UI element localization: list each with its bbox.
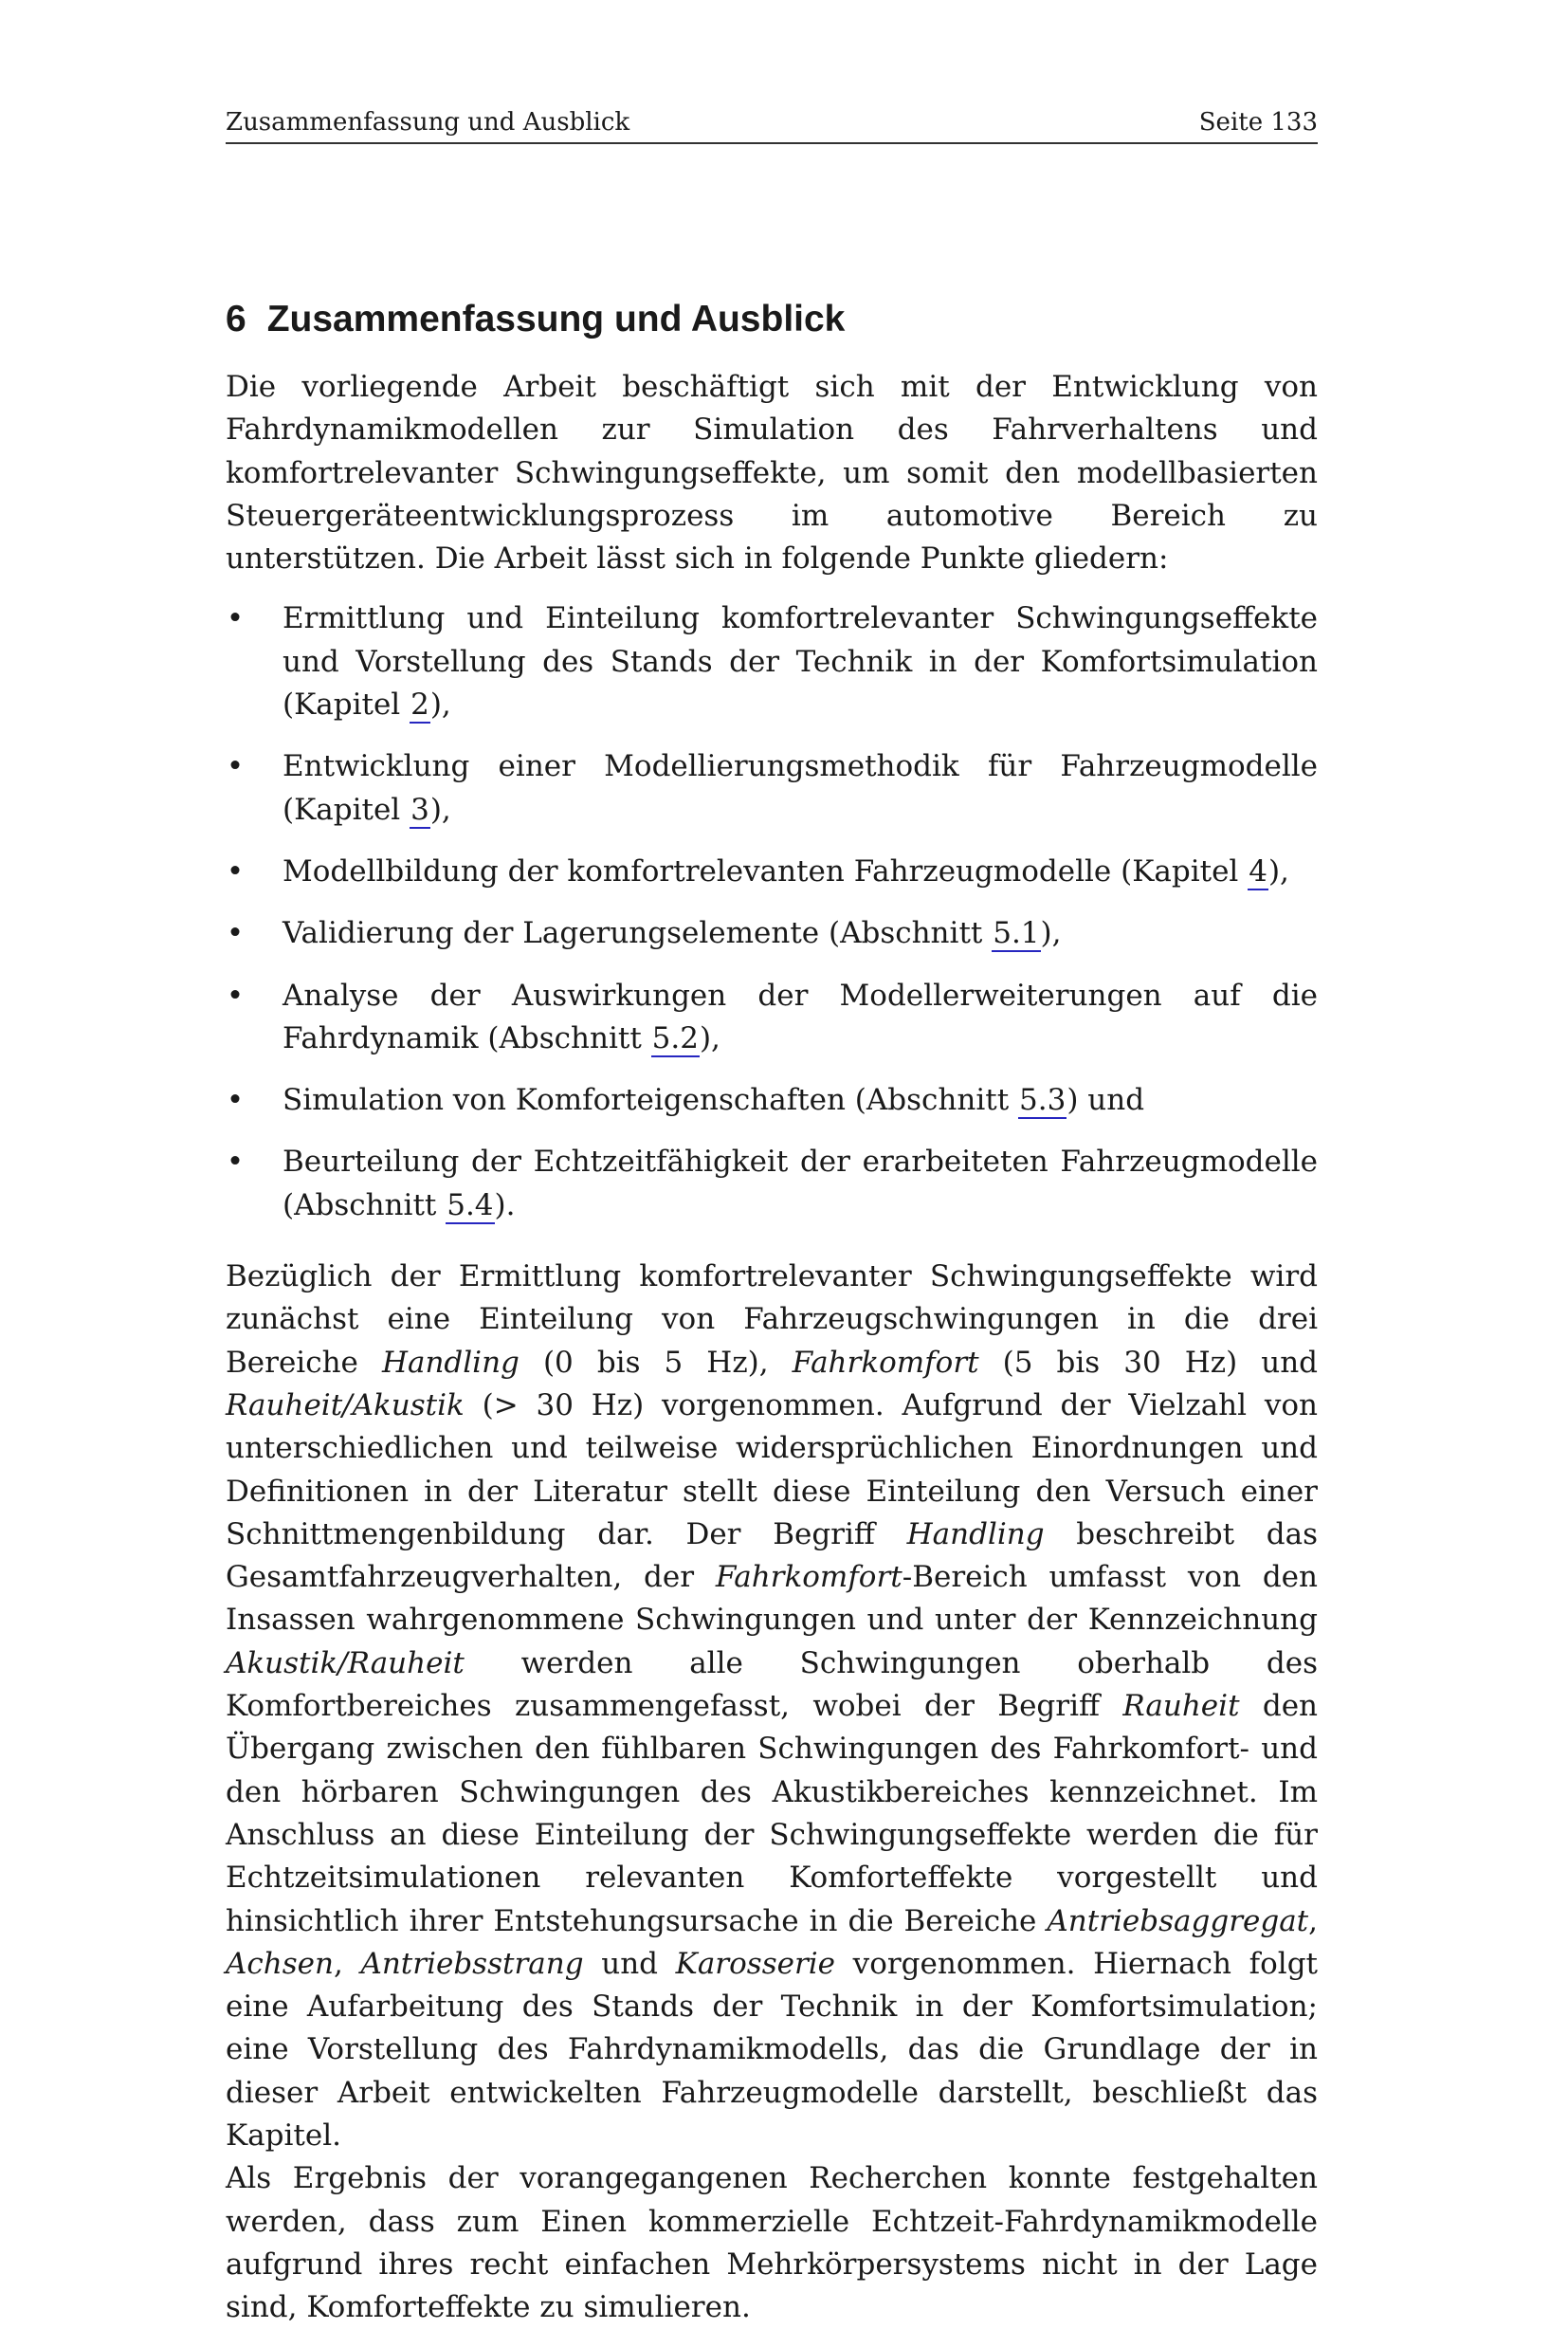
chapter-overview-list bbox=[226, 597, 1318, 1227]
emphasis-term: Rauheit/Akustik bbox=[226, 1387, 465, 1422]
list-item-suffix: ), bbox=[699, 1020, 720, 1055]
bullet-icon: • bbox=[226, 749, 245, 784]
list-item bbox=[226, 597, 1318, 726]
section-ref-link[interactable]: 5.3 bbox=[1019, 1083, 1067, 1118]
chapter-ref-link[interactable]: 2 bbox=[410, 688, 429, 723]
list-item-suffix: ), bbox=[429, 792, 451, 827]
intro-paragraph bbox=[226, 366, 1318, 580]
bullet-icon: • bbox=[226, 1145, 245, 1180]
paragraph-text: , bbox=[1308, 1903, 1318, 1938]
list-item bbox=[226, 851, 1318, 893]
list-item bbox=[226, 912, 1318, 955]
paragraph-text: Bezüglich der Ermittlung komfortrelevanter Schwingungseffekte wird zunächst eine Einteilung von Fahrzeugschwingungen in die drei Bereiche bbox=[226, 1259, 1318, 1380]
list-item-text: Modellbildung der komfortrelevanten Fahrzeugmodelle (Kapitel bbox=[283, 853, 1249, 889]
intro-text: Die vorliegende Arbeit beschäftigt sich mit der Entwicklung von Fahrdynamikmodellen zur Simulation des Fahrverhaltens und komfortrelevanter Schwingungseffekte, um somit den modellbasierten Steuergeräteentwicklungsprozess im automotive Bereich zu unterstützen. Die Arbeit lässt sich in folgende Punkte gliedern: bbox=[226, 370, 1318, 577]
emphasis-term: Achsen bbox=[226, 1946, 334, 1981]
emphasis-term: Handling bbox=[381, 1345, 520, 1380]
bullet-icon: • bbox=[226, 853, 245, 889]
list-item-text: Ermittlung und Einteilung komfortrelevanter Schwingungseffekte und Vorstellung des Stands der Technik in der Komfortsimulation (Kapitel bbox=[283, 601, 1318, 723]
list-item-suffix: ), bbox=[1267, 853, 1289, 889]
body-paragraph-1 bbox=[226, 1256, 1318, 2157]
emphasis-term: Antriebsstrang bbox=[360, 1946, 584, 1981]
section-ref-link[interactable]: 5.4 bbox=[447, 1187, 494, 1222]
running-header bbox=[226, 106, 1318, 144]
list-item-text: Analyse der Auswirkungen der Modellerweiterungen auf die Fahrdynamik (Abschnitt bbox=[283, 978, 1318, 1055]
paragraph-text: (> 30 Hz) vorgenommen. Aufgrund der Vielzahl von unterschiedlichen und teilweise widersprüchlichen Einordnungen und Definitionen in der Literatur stellt diese Einteilung den Versuch einer Schnittmengenbildung dar. Der Begriff bbox=[226, 1387, 1318, 1551]
emphasis-term: Handling bbox=[906, 1516, 1045, 1551]
paragraph-text: und bbox=[583, 1946, 676, 1981]
list-item-text: Simulation von Komforteigenschaften (Abschnitt bbox=[283, 1083, 1018, 1118]
list-item-suffix: ). bbox=[494, 1187, 516, 1222]
list-item bbox=[226, 1141, 1318, 1227]
list-item bbox=[226, 745, 1318, 832]
chapter-ref-link[interactable]: 4 bbox=[1249, 853, 1267, 889]
emphasis-term: Karosserie bbox=[675, 1946, 836, 1981]
paragraph-text: Als Ergebnis der vorangegangenen Recherchen konnte festgehalten werden, dass zum Einen kommerzielle Echtzeit-Fahrdynamikmodelle aufgrund ihres recht einfachen Mehrkörpersystems nicht in der Lage sind, Komforteffekte zu simulieren. bbox=[226, 2161, 1318, 2325]
bullet-icon: • bbox=[226, 916, 245, 951]
list-item-text: Beurteilung der Echtzeitfähigkeit der erarbeiteten Fahrzeugmodelle (Abschnitt bbox=[283, 1145, 1318, 1222]
chapter-heading bbox=[226, 299, 845, 340]
emphasis-term: Antriebsaggregat bbox=[1047, 1903, 1309, 1938]
list-item-suffix: ), bbox=[429, 688, 451, 723]
body-paragraph-2 bbox=[226, 2157, 1318, 2329]
paragraph-text: werden alle Schwingungen oberhalb des Komfortbereiches zusammengefasst, wobei der Begriff bbox=[226, 1645, 1318, 1724]
paragraph-text: -Bereich umfasst von den Insassen wahrgenommene Schwingungen und unter der Kennzeichnung bbox=[226, 1560, 1318, 1638]
paragraph-text: (5 bis 30 Hz) und bbox=[978, 1345, 1319, 1380]
list-item-suffix: ), bbox=[1040, 916, 1062, 951]
emphasis-term: Akustik/Rauheit bbox=[226, 1645, 465, 1680]
list-item-text: Entwicklung einer Modellierungsmethodik für Fahrzeugmodelle (Kapitel bbox=[283, 749, 1318, 827]
paragraph-text: (0 bis 5 Hz), bbox=[519, 1345, 793, 1380]
paragraph-text: vorgenommen. Hiernach folgt eine Aufarbeitung des Stands der Technik in der Komfortsimulation; eine Vorstellung des Fahrdynamikmodells, das die Grundlage der in dieser Arbeit entwickelten Fahrzeugmodelle darstellt, beschließt das Kapitel. bbox=[226, 1946, 1318, 2153]
emphasis-term: Rauheit bbox=[1122, 1689, 1240, 1724]
list-item bbox=[226, 1079, 1318, 1122]
paragraph-text: den Übergang zwischen den fühlbaren Schwingungen des Fahrkomfort- und den hörbaren Schwingungen des Akustikbereiches kennzeichnet. Im Anschluss an diese Einteilung der Schwingungseffekte werden die für Echtzeitsimulationen relevanten Komforteffekte vorgestellt und hinsichtlich ihrer Entstehungsursache in die Bereiche bbox=[226, 1689, 1319, 1938]
header-page-number: Seite 133 bbox=[1198, 108, 1318, 137]
main-content bbox=[226, 366, 1318, 2329]
paragraph-text: beschreibt das Gesamtfahrzeugverhalten, der bbox=[226, 1516, 1318, 1595]
paragraph-text: , bbox=[333, 1946, 361, 1981]
list-item bbox=[226, 975, 1318, 1061]
section-ref-link[interactable]: 5.1 bbox=[993, 916, 1040, 951]
chapter-number: 6 bbox=[226, 299, 246, 339]
list-item-suffix: ) und bbox=[1067, 1083, 1145, 1118]
bullet-icon: • bbox=[226, 1083, 245, 1118]
list-item-text: Validierung der Lagerungselemente (Abschnitt bbox=[283, 916, 993, 951]
header-section-title: Zusammenfassung und Ausblick bbox=[226, 108, 630, 137]
chapter-title: Zusammenfassung und Ausblick bbox=[266, 299, 846, 339]
bullet-icon: • bbox=[226, 601, 245, 636]
emphasis-term: Fahrkomfort bbox=[715, 1560, 903, 1595]
section-ref-link[interactable]: 5.2 bbox=[651, 1020, 699, 1055]
emphasis-term: Fahrkomfort bbox=[792, 1345, 979, 1380]
bullet-icon: • bbox=[226, 978, 245, 1013]
chapter-ref-link[interactable]: 3 bbox=[410, 792, 429, 827]
